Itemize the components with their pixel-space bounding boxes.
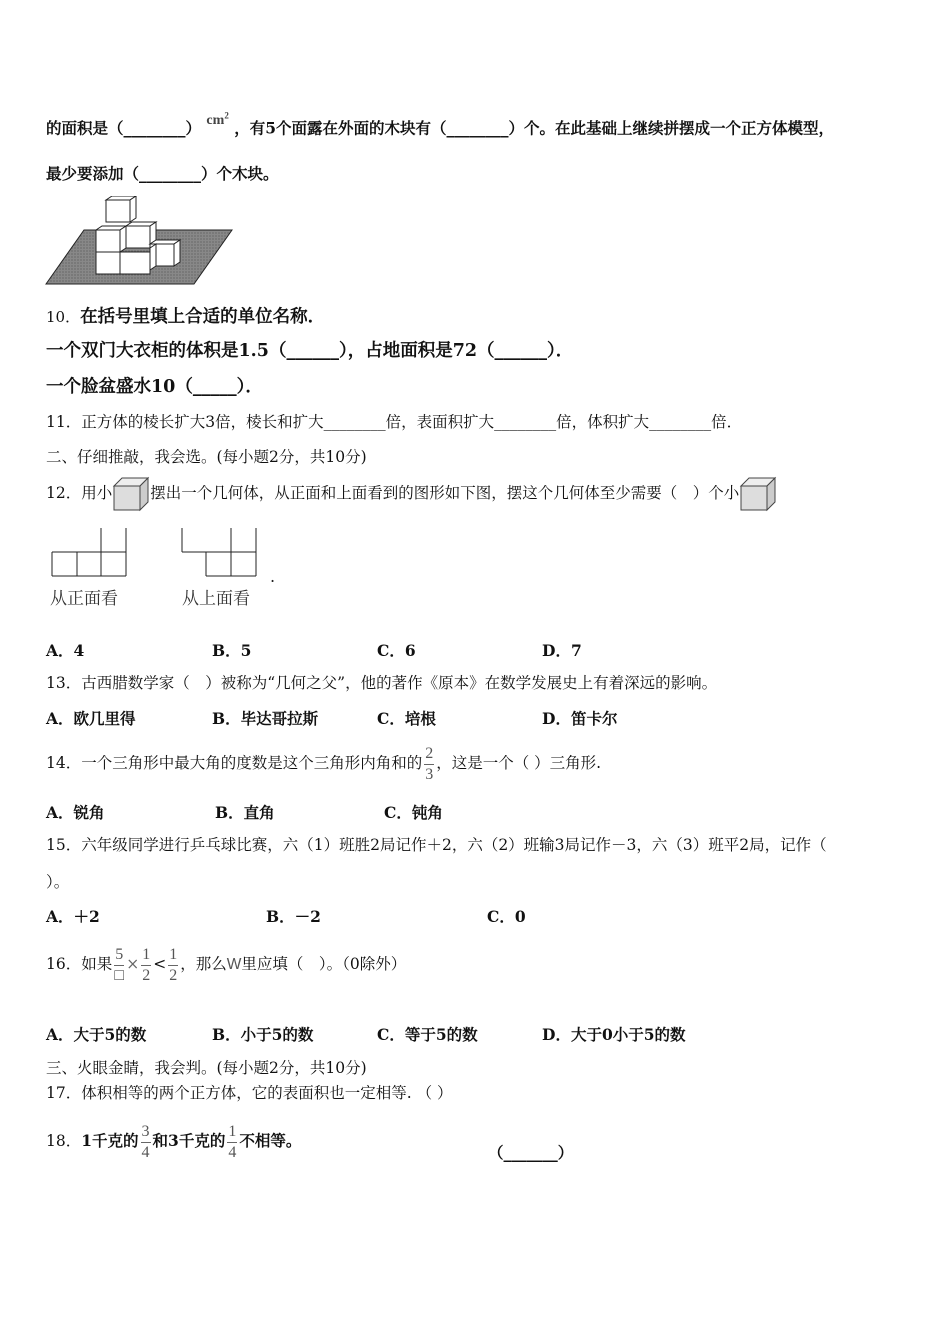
- unit-base: cm: [206, 112, 225, 128]
- q18-text-a: 1千克的: [81, 1131, 139, 1150]
- q12-option-b[interactable]: B．5: [212, 641, 252, 660]
- q15: [46, 834, 827, 856]
- q16-fraction-2: [141, 947, 151, 984]
- q13-option-b[interactable]: B．毕达哥拉斯: [212, 709, 319, 728]
- q17: [46, 1082, 453, 1104]
- q18-answer-blank[interactable]: （_______）: [488, 1143, 574, 1162]
- q12: [46, 482, 777, 504]
- q15-option-b[interactable]: B．－2: [266, 907, 321, 926]
- q12-number: 12．: [46, 484, 82, 502]
- q9-line2: 最少要添加（________）个木块。: [46, 164, 279, 183]
- q14-text-a: 一个三角形中最大角的度数是这个三角形内角和的: [81, 754, 423, 772]
- less-than-sign: <: [153, 955, 167, 973]
- q18: [46, 1118, 301, 1164]
- fraction-numerator: 3: [141, 1122, 150, 1140]
- unit-exponent: 2: [224, 110, 229, 120]
- q18-fraction-1: [141, 1124, 151, 1161]
- fraction-denominator: □: [114, 966, 125, 984]
- q10-title-text: 在括号里填上合适的单位名称．: [80, 307, 326, 327]
- q18-fraction-2: [227, 1124, 237, 1161]
- small-cube-icon-2: [739, 476, 777, 512]
- front-view-label: 从正面看: [50, 589, 118, 609]
- q9-line1: [46, 110, 835, 142]
- q15-option-c[interactable]: C．0: [487, 907, 526, 926]
- q13-number: 13．: [46, 674, 82, 692]
- q16-number: 16．: [46, 955, 82, 973]
- q18-text-c: 不相等。: [239, 1131, 302, 1150]
- q14-option-c[interactable]: C．钝角: [384, 803, 443, 822]
- q10-title: [46, 306, 325, 328]
- small-cube-icon: [112, 476, 150, 512]
- q11-text: 正方体的棱长扩大3倍，棱长和扩大________倍，表面积扩大________倍，体积扩大________倍．: [81, 413, 743, 431]
- q14-number: 14．: [46, 754, 82, 772]
- times-sign: ×: [126, 955, 140, 973]
- q16-option-b[interactable]: B．小于5的数: [212, 1025, 314, 1044]
- figure-period: .: [270, 567, 276, 586]
- q13-option-c[interactable]: C．培根: [377, 709, 436, 728]
- fraction-numerator: 1: [142, 945, 151, 963]
- q16-option-a[interactable]: A．大于5的数: [46, 1025, 147, 1044]
- q10-line1: 一个双门大衣柜的体积是1.5（______），占地面积是72（______）．: [46, 341, 574, 361]
- fraction-numerator: 5: [115, 945, 124, 963]
- fraction-numerator: 1: [228, 1122, 237, 1140]
- q9-text-b: ，有5个面露在外面的木块有（________）个。在此基础上继续拼摆成一个正方体模型，: [234, 118, 835, 138]
- q13-option-a[interactable]: A．欧几里得: [46, 709, 136, 728]
- top-view-grid: [182, 528, 256, 576]
- q10-number: 10．: [46, 308, 81, 326]
- top-view-label: 从上面看: [182, 589, 250, 609]
- q17-text: 体积相等的两个正方体，它的表面积也一定相等. （ ）: [81, 1084, 453, 1102]
- fraction-denominator: 2: [169, 966, 178, 984]
- fraction-numerator: 2: [425, 744, 434, 762]
- q16-option-d[interactable]: D．大于0小于5的数: [542, 1025, 686, 1044]
- q16: [46, 941, 406, 988]
- q16-fraction-1: [114, 947, 124, 984]
- front-view-grid: [52, 528, 126, 576]
- section-2-heading: 二、仔细推敲，我会选。(每小题2分，共10分): [46, 448, 367, 466]
- q12-option-d[interactable]: D．7: [542, 641, 582, 660]
- q14-option-a[interactable]: A．锐角: [46, 803, 105, 822]
- fraction-denominator: 4: [228, 1143, 237, 1161]
- fraction-denominator: 2: [142, 966, 151, 984]
- q17-number: 17．: [46, 1084, 82, 1102]
- q10-line2: 一个脸盆盛水10（_____）．: [46, 377, 263, 397]
- q15-text: 六年级同学进行乒乓球比赛，六（1）班胜2局记作＋2，六（2）班输3局记作－3，六（3）班平2局，记作（: [81, 836, 827, 854]
- q16-text-b: ，那么: [180, 955, 227, 973]
- q14: [46, 741, 601, 785]
- q12-view-figure: [44, 524, 284, 610]
- fraction-denominator: 3: [425, 765, 434, 783]
- q16-fraction-3: [168, 947, 178, 984]
- q13-option-d[interactable]: D．笛卡尔: [542, 709, 618, 728]
- q9-cube-figure: [44, 196, 234, 288]
- q15-option-a[interactable]: A．＋2: [46, 907, 100, 926]
- q11-number: 11．: [46, 413, 82, 431]
- q12-text-a: 用小: [81, 484, 113, 502]
- fraction-numerator: 1: [169, 945, 178, 963]
- q9-text-a: 的面积是（________）: [46, 118, 202, 138]
- q13-text: 古西腊数学家（ ）被称为“几何之父”，他的著作《原本》在数学发展史上有着深远的影响。: [81, 674, 718, 692]
- q14-option-b[interactable]: B．直角: [215, 803, 275, 822]
- q13: [46, 672, 717, 694]
- q16-w-symbol: W: [226, 956, 242, 973]
- q12-text-b: 摆出一个几何体，从正面和上面看到的图形如下图，摆这个几何体至少需要（ ）个小: [150, 484, 740, 502]
- q15-text-2: ）。: [46, 873, 70, 891]
- q14-text-b: ，这是一个（ ）三角形.: [436, 754, 602, 772]
- q9-unit: [206, 110, 229, 128]
- q16-text-c: 里应填（ ）。（0除外）: [241, 955, 407, 973]
- q14-fraction: [424, 746, 434, 783]
- fraction-denominator: 4: [141, 1143, 150, 1161]
- q16-option-c[interactable]: C．等于5的数: [377, 1025, 478, 1044]
- q18-number: 18．: [46, 1132, 82, 1150]
- q11: [46, 411, 742, 433]
- section-3-heading: 三、火眼金睛，我会判。(每小题2分，共10分): [46, 1059, 367, 1077]
- q15-number: 15．: [46, 836, 82, 854]
- q16-text-a: 如果: [81, 955, 113, 973]
- q12-option-c[interactable]: C．6: [377, 641, 416, 660]
- q18-text-b: 和3千克的: [152, 1131, 226, 1150]
- q12-option-a[interactable]: A．4: [46, 641, 85, 660]
